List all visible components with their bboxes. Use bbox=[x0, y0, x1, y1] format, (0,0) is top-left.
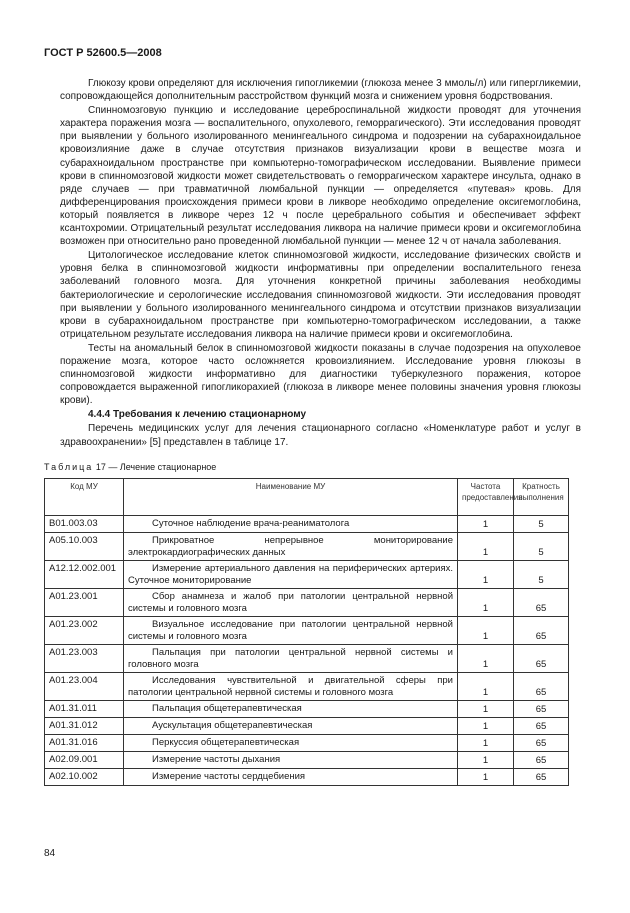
service-name bbox=[124, 589, 458, 617]
service-code: A01.31.011 bbox=[45, 701, 124, 718]
service-name-text: Аускультация общетерапевтическая bbox=[152, 720, 313, 731]
table-row bbox=[45, 589, 569, 617]
service-code: A01.31.016 bbox=[45, 735, 124, 752]
service-code: A05.10.003 bbox=[45, 533, 124, 561]
service-name bbox=[124, 718, 458, 735]
paragraph-protein-tests: Тесты на аномальный белок в спинномозговой жидкости показаны в случае подозрения на опухолевое поражение мозга, которое часто осложняется кровоизлиянием. Исследование уровня глюкозы в спинномозговой жидкости информативно для диагностики туберкулезного поражения, которое сопровождается выраженной гипогликорахией (глюкоза в ликворе менее половины значения уровня глюкозы крови). bbox=[60, 342, 581, 407]
service-frequency: 1 bbox=[458, 735, 514, 752]
service-name bbox=[124, 735, 458, 752]
page-number: 84 bbox=[44, 848, 56, 859]
service-multiplicity: 65 bbox=[514, 752, 569, 769]
service-name bbox=[124, 561, 458, 589]
table-row bbox=[45, 516, 569, 533]
table-row bbox=[45, 769, 569, 786]
service-name-text: Суточное наблюдение врача-реаниматолога bbox=[152, 518, 350, 529]
service-frequency: 1 bbox=[458, 589, 514, 617]
table-caption-title: 17 — Лечение стационарное bbox=[95, 462, 217, 472]
service-code: A01.31.012 bbox=[45, 718, 124, 735]
service-frequency: 1 bbox=[458, 718, 514, 735]
service-frequency: 1 bbox=[458, 769, 514, 786]
document-header: ГОСТ Р 52600.5—2008 bbox=[44, 47, 162, 59]
service-multiplicity: 5 bbox=[514, 561, 569, 589]
paragraph-lumbar-puncture: Спинномозговую пункцию и исследование цереброспинальной жидкости проводят для уточнения характера поражения мозга — воспалительного, опухолевого, геморрагического). Эти исследования проводят при выявлении у больного изолированного менингеального синдрома и подозрении на субарахноидальное кровоизлияние даже в случае отсутствия признаков визуализации крови в веществе мозга и субарахноидальном пространстве при компьютерно-томографическом исследовании. Выявление примеси крови в спинномозговой жидкости может свидетельствовать о геморрагическом характере инсульта, однако в ряде случаев — при травматичной люмбальной пункции — определяется «путевая» кровь. Для дифференцирования происхождения примеси крови в ликворе необходимо определение оксигемоглобина, который появляется в ликворе через 12 ч после церебрального события и обеспечивает эффект ксантохромии. Отрицательный результат исследования ликвора на наличие примеси крови и оксигемоглобина возможен при относительно рано проведенной люмбальной пункции — менее 12 ч от начала заболевания. bbox=[60, 105, 581, 248]
service-code: A01.23.002 bbox=[45, 617, 124, 645]
service-code: A02.09.001 bbox=[45, 752, 124, 769]
service-name-text: Исследования чувствительной и двигательной сферы при патологии центральной нервной системы и головного мозга bbox=[128, 675, 453, 698]
service-multiplicity: 5 bbox=[514, 533, 569, 561]
table-row bbox=[45, 752, 569, 769]
paragraph-cytology: Цитологическое исследование клеток спинномозговой жидкости, исследование физических свойств и уровня белка в спинномозговой жидкости информативны при определении воспалительного генеза заболеваний головного мозга. Для уточнения конкретной причины заболевания необходимы бактериологические и серологические исследования спинномозговой жидкости. Эти исследования проводят при выявлении у больного изолированного менингеального синдрома и отсутствии признаков визуализации крови в субарахноидальном пространстве при компьютерно-томографическом исследовании, а также отрицательном результате исследования ликвора на наличие примеси крови и оксигемоглобина. bbox=[60, 250, 581, 340]
table-row bbox=[45, 701, 569, 718]
table-row bbox=[45, 561, 569, 589]
service-frequency: 1 bbox=[458, 516, 514, 533]
service-name-text: Измерение частоты сердцебиения bbox=[152, 771, 306, 782]
service-multiplicity: 65 bbox=[514, 701, 569, 718]
service-name bbox=[124, 701, 458, 718]
service-code: B01.003.03 bbox=[45, 516, 124, 533]
service-multiplicity: 65 bbox=[514, 645, 569, 673]
service-name-text: Измерение артериального давления на периферических артериях. Суточное мониторирование bbox=[128, 563, 453, 586]
section-heading: 4.4.4 Требования к лечению стационарному bbox=[88, 409, 307, 421]
service-frequency: 1 bbox=[458, 533, 514, 561]
service-code: A01.23.003 bbox=[45, 645, 124, 673]
column-header-multiplicity: Кратность выполнения bbox=[514, 479, 569, 516]
service-multiplicity: 65 bbox=[514, 735, 569, 752]
service-name-text: Сбор анамнеза и жалоб при патологии центральной нервной системы и головного мозга bbox=[128, 591, 453, 614]
table-row bbox=[45, 673, 569, 701]
service-frequency: 1 bbox=[458, 752, 514, 769]
table-caption bbox=[44, 462, 216, 472]
table-body bbox=[45, 516, 569, 786]
service-code: A01.23.004 bbox=[45, 673, 124, 701]
table-row bbox=[45, 735, 569, 752]
service-name-text: Визуальное исследование при патологии центральной нервной системы и головного мозга bbox=[128, 619, 453, 642]
service-multiplicity: 65 bbox=[514, 617, 569, 645]
service-name-text: Прикроватное непрерывное мониторирование электрокардиографических данных bbox=[128, 535, 453, 558]
services-table bbox=[44, 478, 569, 786]
service-code: A12.12.002.001 bbox=[45, 561, 124, 589]
table-caption-label: Таблица bbox=[44, 462, 94, 472]
service-name bbox=[124, 516, 458, 533]
service-name-text: Пальпация общетерапевтическая bbox=[152, 703, 302, 714]
service-multiplicity: 65 bbox=[514, 589, 569, 617]
body-text bbox=[60, 77, 581, 449]
service-name bbox=[124, 533, 458, 561]
service-multiplicity: 5 bbox=[514, 516, 569, 533]
table-row bbox=[45, 617, 569, 645]
service-name-text: Перкуссия общетерапевтическая bbox=[152, 737, 300, 748]
service-multiplicity: 65 bbox=[514, 718, 569, 735]
table-row bbox=[45, 645, 569, 673]
column-header-name: Наименование МУ bbox=[124, 479, 458, 516]
service-code: A01.23.001 bbox=[45, 589, 124, 617]
service-name-text: Пальпация при патологии центральной нервной системы и головного мозга bbox=[128, 647, 453, 670]
service-name bbox=[124, 752, 458, 769]
service-frequency: 1 bbox=[458, 645, 514, 673]
table-row bbox=[45, 533, 569, 561]
column-header-code: Код МУ bbox=[45, 479, 124, 516]
service-frequency: 1 bbox=[458, 701, 514, 718]
service-name bbox=[124, 673, 458, 701]
service-name bbox=[124, 617, 458, 645]
column-header-frequency: Частота предоставления bbox=[458, 479, 514, 516]
service-multiplicity: 65 bbox=[514, 769, 569, 786]
service-multiplicity: 65 bbox=[514, 673, 569, 701]
service-frequency: 1 bbox=[458, 673, 514, 701]
service-name bbox=[124, 645, 458, 673]
table-row bbox=[45, 718, 569, 735]
service-name-text: Измерение частоты дыхания bbox=[152, 754, 281, 765]
service-frequency: 1 bbox=[458, 561, 514, 589]
paragraph-glucose: Глюкозу крови определяют для исключения гипогликемии (глюкоза менее 3 ммоль/л) или гипергликемии, сопровождающейся дополнительным расстройством функций мозга и снижением уровня бодрствования. bbox=[60, 78, 581, 103]
service-code: A02.10.002 bbox=[45, 769, 124, 786]
service-name bbox=[124, 769, 458, 786]
table-header-row bbox=[45, 479, 569, 516]
service-frequency: 1 bbox=[458, 617, 514, 645]
section-text: Перечень медицинских услуг для лечения стационарного согласно «Номенклатуре работ и услуг в здравоохранении» [5] представлен в таблице 17. bbox=[60, 423, 581, 448]
